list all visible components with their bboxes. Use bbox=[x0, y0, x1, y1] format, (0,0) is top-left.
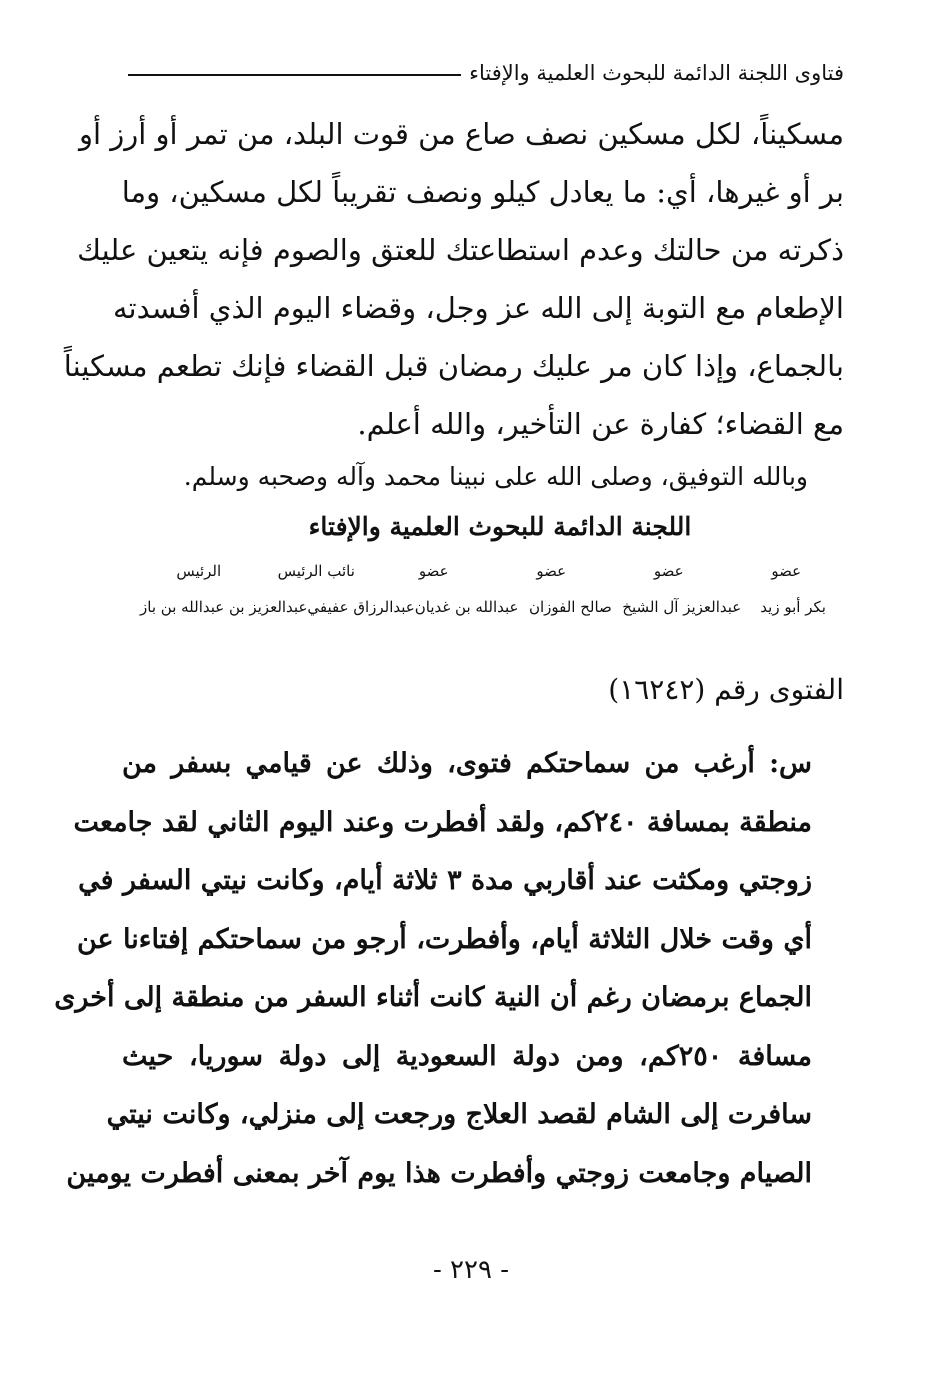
text-line: الصيام وجامعت زوجتي وأفطرت هذا يوم آخر بمعنى أفطرت يومين bbox=[66, 1157, 812, 1189]
member-name: عبدالله بن غديان bbox=[414, 598, 519, 616]
fatwa-number-title: الفتوى رقم (١٦٢٤٢) bbox=[608, 673, 844, 706]
header-rule bbox=[128, 74, 461, 76]
text-line: بر أو غيرها، أي: ما يعادل كيلو ونصف تقريباً لكل مسكين، وما bbox=[121, 175, 844, 209]
member-role: عضو bbox=[771, 562, 802, 580]
text-line: سافرت إلى الشام لقصد العلاج ورجعت إلى منزلي، وكانت نيتي bbox=[106, 1099, 812, 1130]
closing-line: وبالله التوفيق، وصلى الله على نبينا محمد وآله وصحبه وسلم. bbox=[183, 462, 808, 491]
text-line: منطقة بمسافة ٢٤٠كم، ولقد أفطرت وعند اليوم الثاني لقد جامعت bbox=[73, 806, 812, 838]
answer-paragraph bbox=[63, 105, 844, 455]
page-number: - ٢٢٩ - bbox=[432, 1255, 510, 1285]
text-line: زوجتي ومكثت عند أقاربي مدة ٣ ثلاثة أيام، وكانت نيتي السفر في bbox=[78, 865, 812, 896]
text-line: أي وقت خلال الثلاثة أيام، وأفطرت، أرجو من سماحتكم إفتاءنا عن bbox=[76, 923, 812, 955]
running-header bbox=[128, 55, 844, 91]
text-line: مع القضاء؛ كفارة عن التأخير، والله أعلم. bbox=[357, 407, 844, 441]
question-paragraph bbox=[54, 735, 813, 1205]
text-line: ذكرته من حالتك وعدم استطاعتك للعتق والصوم فإنه يتعين عليك bbox=[77, 233, 844, 267]
text-line: الإطعام مع التوبة إلى الله عز وجل، وقضاء اليوم الذي أفسدته bbox=[112, 291, 844, 325]
member-role: الرئيس bbox=[176, 562, 222, 580]
member-role: عضو bbox=[418, 562, 449, 580]
member-name: عبدالعزيز بن عبدالله بن باز bbox=[140, 598, 308, 616]
member-name: عبدالعزيز آل الشيخ bbox=[622, 598, 742, 616]
member-name: بكر أبو زيد bbox=[760, 598, 826, 616]
member-name: صالح الفوزان bbox=[528, 598, 612, 616]
text-line: مسكيناً، لكل مسكين نصف صاع من قوت البلد، من تمر أو أرز أو bbox=[78, 117, 844, 151]
text-line: مسافة ٢٥٠كم، ومن دولة السعودية إلى دولة سوريا، حيث bbox=[122, 1040, 813, 1072]
text-line: الجماع برمضان رغم أن النية كانت أثناء السفر من منطقة إلى أخرى bbox=[54, 982, 812, 1013]
text-line: بالجماع، وإذا كان مر عليك رمضان قبل القضاء فإنك تطعم مسكيناً bbox=[63, 349, 844, 383]
text-line: س: أرغب من سماحتكم فتوى، وذلك عن قيامي بسفر من bbox=[122, 748, 812, 779]
member-role: عضو bbox=[653, 562, 684, 580]
committee-title: اللجنة الدائمة للبحوث العلمية والإفتاء bbox=[308, 512, 692, 541]
member-name: عبدالرزاق عفيفي bbox=[307, 598, 415, 616]
member-role: نائب الرئيس bbox=[277, 562, 355, 580]
member-roles-row bbox=[140, 562, 845, 580]
committee-members bbox=[140, 562, 845, 616]
running-title: فتاوى اللجنة الدائمة للبحوث العلمية والإفتاء bbox=[469, 61, 844, 85]
member-role: عضو bbox=[536, 562, 567, 580]
member-names-row bbox=[140, 598, 845, 616]
